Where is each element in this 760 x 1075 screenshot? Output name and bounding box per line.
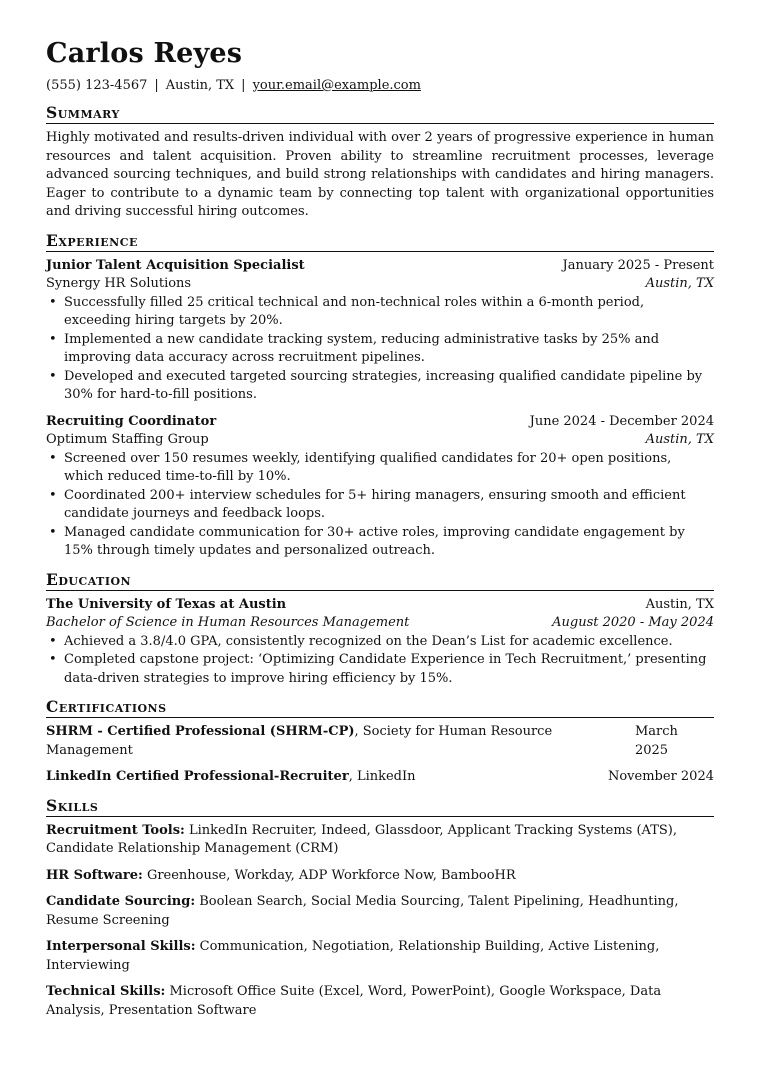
certifications-section	[46, 698, 714, 787]
skill-label: Recruitment Tools:	[46, 822, 185, 838]
education-entry	[46, 596, 714, 689]
school-location: Austin, TX	[645, 596, 714, 612]
job-location: Austin, TX	[645, 276, 714, 291]
skill-item	[46, 893, 714, 930]
skill-label: Interpersonal Skills:	[46, 939, 196, 954]
job-role: Junior Talent Acquisition Specialist	[46, 257, 305, 273]
bullet-item: • Developed and executed targeted sourcing strategies, increasing qualified candidate pipeline by 30% for hard-to-fill positions.	[46, 368, 714, 405]
job-dates: January 2025 - Present	[562, 257, 714, 273]
skill-item	[46, 983, 714, 1020]
candidate-name: Carlos Reyes	[46, 38, 243, 69]
certification-item	[46, 723, 714, 760]
contact-separator: |	[154, 78, 159, 93]
school-name: The University of Texas at Austin	[46, 596, 287, 612]
education-bullets	[46, 633, 714, 689]
section-title-experience: Experience	[46, 232, 714, 252]
section-title-education: Education	[46, 571, 714, 591]
degree-name: Bachelor of Science in Human Resources Management	[46, 615, 410, 630]
resume-page	[46, 38, 714, 1020]
certification-issuer: , Society for Human Resource Management	[46, 724, 553, 758]
contact-separator: |	[241, 78, 246, 93]
certification-date: November 2024	[607, 769, 714, 784]
job-role: Recruiting Coordinator	[46, 413, 217, 429]
certification-issuer: , LinkedIn	[348, 769, 416, 784]
skill-item	[46, 938, 714, 975]
job-entry	[46, 413, 714, 561]
contact-location: Austin, TX	[165, 78, 235, 93]
bullet-item: • Achieved a 3.8/4.0 GPA, consistently recognized on the Dean’s List for academic excellence.	[46, 633, 714, 652]
section-title-certifications: Certifications	[46, 698, 714, 718]
job-company: Synergy HR Solutions	[46, 276, 192, 291]
summary-text: Highly motivated and results-driven individual with over 2 years of progressive experience in human resources and talent acquisition. Proven ability to streamline recruitment processes, leverage advanced sourcing techniques, and build strong relationships with candidates and hiring managers. Eager to contribute to a dynamic team by connecting top talent with organizational opportunities and driving successful hiring outcomes.	[46, 130, 714, 219]
job-location: Austin, TX	[645, 432, 714, 447]
job-company: Optimum Staffing Group	[46, 432, 209, 447]
skills-section	[46, 797, 714, 1021]
certification-name: SHRM - Certified Professional (SHRM-CP)	[46, 724, 355, 739]
skill-value: Communication, Negotiation, Relationship Building, Active Listening, Interviewing	[46, 939, 660, 973]
skill-item	[46, 822, 714, 859]
certification-name: LinkedIn Certified Professional-Recruiter	[46, 769, 349, 784]
summary-section	[46, 104, 714, 222]
phone-number: (555) 123-4567	[46, 78, 148, 93]
bullet-item: • Managed candidate communication for 30+ active roles, improving candidate engagement by 15% through timely updates and personalized outreach.	[46, 524, 714, 561]
job-bullets	[46, 294, 714, 405]
bullet-item: • Implemented a new candidate tracking system, reducing administrative tasks by 25% and improving data accuracy across recruitment pipelines.	[46, 331, 714, 368]
skill-label: Technical Skills:	[46, 984, 166, 999]
bullet-item: • Successfully filled 25 critical technical and non-technical roles within a 6-month period, exceeding hiring targets by 20%.	[46, 294, 714, 331]
job-bullets	[46, 450, 714, 561]
section-title-summary: Summary	[46, 104, 714, 124]
skill-label: Candidate Sourcing:	[46, 894, 196, 909]
skill-value: LinkedIn Recruiter, Indeed, Glassdoor, Applicant Tracking Systems (ATS), Candidate Relationship Management (CRM)	[46, 822, 677, 856]
skill-value: Greenhouse, Workday, ADP Workforce Now, BambooHR	[142, 867, 516, 883]
certification-item	[46, 768, 714, 787]
contact-line	[46, 77, 714, 94]
skill-value: Boolean Search, Social Media Sourcing, Talent Pipelining, Headhunting, Resume Screening	[46, 894, 679, 928]
job-dates: June 2024 - December 2024	[529, 413, 714, 429]
email-link[interactable]: your.email@example.com	[252, 78, 421, 93]
education-dates: August 2020 - May 2024	[552, 615, 714, 630]
bullet-item: • Screened over 150 resumes weekly, identifying qualified candidates for 20+ open positions, which reduced time-to-fill by 10%.	[46, 450, 714, 487]
certification-date: March 2025	[634, 724, 678, 758]
skill-item	[46, 867, 714, 886]
job-entry	[46, 257, 714, 405]
skill-value: Microsoft Office Suite (Excel, Word, PowerPoint), Google Workspace, Data Analysis, Presentation Software	[46, 984, 662, 1018]
skill-label: HR Software:	[46, 867, 143, 883]
bullet-item: • Completed capstone project: ‘Optimizing Candidate Experience in Tech Recruitment,’ presenting data-driven strategies to improve hiring efficiency by 15%.	[46, 651, 714, 688]
experience-section	[46, 232, 714, 561]
section-title-skills: Skills	[46, 797, 714, 817]
bullet-item: • Coordinated 200+ interview schedules for 5+ hiring managers, ensuring smooth and efficient candidate journeys and feedback loops.	[46, 487, 714, 524]
education-section	[46, 571, 714, 689]
